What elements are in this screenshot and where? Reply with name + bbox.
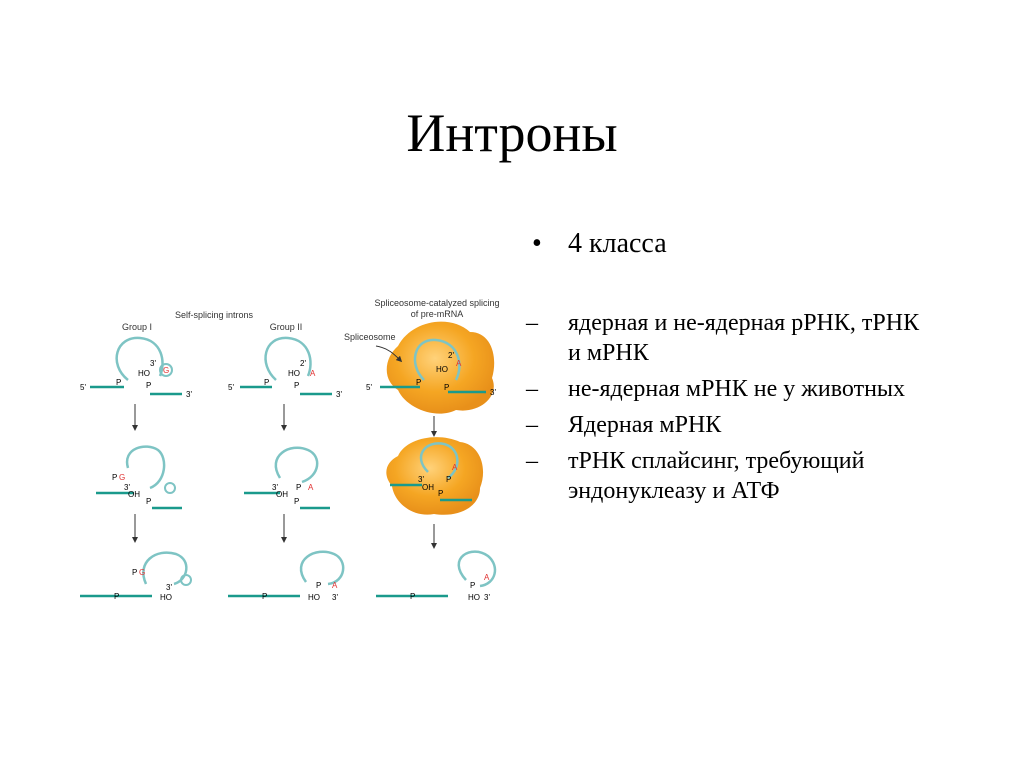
svg-text:3': 3': [272, 483, 278, 492]
svg-text:A: A: [308, 483, 314, 492]
svg-text:P: P: [146, 497, 152, 506]
bullet-list: [526, 228, 972, 512]
group1-step3: [80, 553, 191, 602]
svg-text:P: P: [262, 592, 268, 601]
svg-text:P: P: [444, 383, 450, 392]
svg-text:3': 3': [418, 475, 424, 484]
svg-text:HO: HO: [308, 593, 320, 602]
sub-item-text: Ядерная мРНК: [568, 412, 722, 438]
svg-text:HO: HO: [436, 365, 448, 374]
group2-step3: [228, 552, 343, 602]
svg-text:3': 3': [124, 483, 130, 492]
svg-text:A: A: [332, 581, 338, 590]
svg-text:A: A: [310, 369, 316, 378]
bullet-dot: •: [532, 228, 542, 259]
svg-text:A: A: [456, 359, 462, 368]
bullet-text: 4 класса: [568, 228, 667, 259]
svg-text:3': 3': [186, 390, 192, 399]
spliceosome-step3: [376, 552, 495, 602]
dash-mark: –: [526, 376, 538, 402]
sub-item-text: ядерная и не-ядерная рРНК, тРНК и мРНК: [568, 310, 920, 366]
header-self-splicing: Self-splicing introns: [174, 310, 254, 320]
svg-text:P: P: [296, 483, 302, 492]
svg-text:P: P: [470, 581, 476, 590]
svg-text:3': 3': [332, 593, 338, 602]
svg-text:2': 2': [448, 351, 454, 360]
header-spliceosome-line1: Spliceosome-catalyzed splicing: [374, 298, 500, 308]
sub-item: [480, 374, 920, 404]
svg-text:G: G: [163, 366, 170, 375]
svg-text:A: A: [452, 463, 458, 472]
svg-text:HO: HO: [160, 593, 172, 602]
svg-text:HO: HO: [288, 369, 300, 378]
sub-item-text: тРНК сплайсинг, требующий эндонуклеазу и АТФ: [568, 448, 865, 504]
group2-step1: [228, 338, 342, 399]
svg-text:OH: OH: [276, 490, 288, 499]
sub-item: [480, 308, 920, 368]
svg-text:5': 5': [228, 383, 234, 392]
svg-text:P: P: [114, 592, 120, 601]
svg-text:P: P: [146, 381, 152, 390]
svg-text:3': 3': [490, 388, 496, 397]
svg-text:P: P: [294, 381, 300, 390]
sub-item: [480, 410, 920, 440]
svg-text:3': 3': [166, 583, 172, 592]
svg-text:P: P: [416, 378, 422, 387]
svg-text:HO: HO: [138, 369, 150, 378]
svg-text:P: P: [132, 568, 138, 577]
header-group-2: Group II: [269, 322, 303, 332]
dash-mark: –: [526, 412, 538, 438]
sub-item: [480, 446, 920, 506]
spliceosome-label: Spliceosome: [344, 332, 396, 342]
svg-text:P: P: [112, 473, 118, 482]
svg-text:3': 3': [484, 593, 490, 602]
svg-text:P: P: [316, 581, 322, 590]
svg-text:P: P: [438, 489, 444, 498]
splicing-diagram: [76, 292, 508, 612]
svg-text:P: P: [116, 378, 122, 387]
svg-text:P: P: [446, 475, 452, 484]
spliceosome-step2: [386, 437, 483, 515]
svg-text:HO: HO: [468, 593, 480, 602]
bullet-item: [532, 228, 972, 260]
svg-text:5': 5': [366, 383, 372, 392]
group1-step1: [80, 338, 192, 399]
svg-text:2': 2': [300, 359, 306, 368]
svg-text:P: P: [410, 592, 416, 601]
svg-text:P: P: [294, 497, 300, 506]
svg-text:3': 3': [150, 359, 156, 368]
group1-step2: [96, 447, 182, 508]
svg-text:5': 5': [80, 383, 86, 392]
svg-text:OH: OH: [128, 490, 140, 499]
svg-text:G: G: [119, 473, 126, 482]
svg-text:G: G: [139, 568, 146, 577]
sub-item-text: не-ядерная мРНК не у животных: [568, 376, 906, 402]
header-spliceosome-line2: of pre-mRNA: [410, 309, 464, 319]
dash-mark: –: [526, 448, 538, 474]
svg-text:P: P: [264, 378, 270, 387]
svg-text:A: A: [484, 573, 490, 582]
dash-mark: –: [526, 310, 538, 336]
svg-text:3': 3': [336, 390, 342, 399]
slide-title: Интроны: [406, 103, 618, 163]
group2-step2: [244, 448, 330, 508]
svg-text:OH: OH: [422, 483, 434, 492]
header-group-1: Group I: [121, 322, 153, 332]
